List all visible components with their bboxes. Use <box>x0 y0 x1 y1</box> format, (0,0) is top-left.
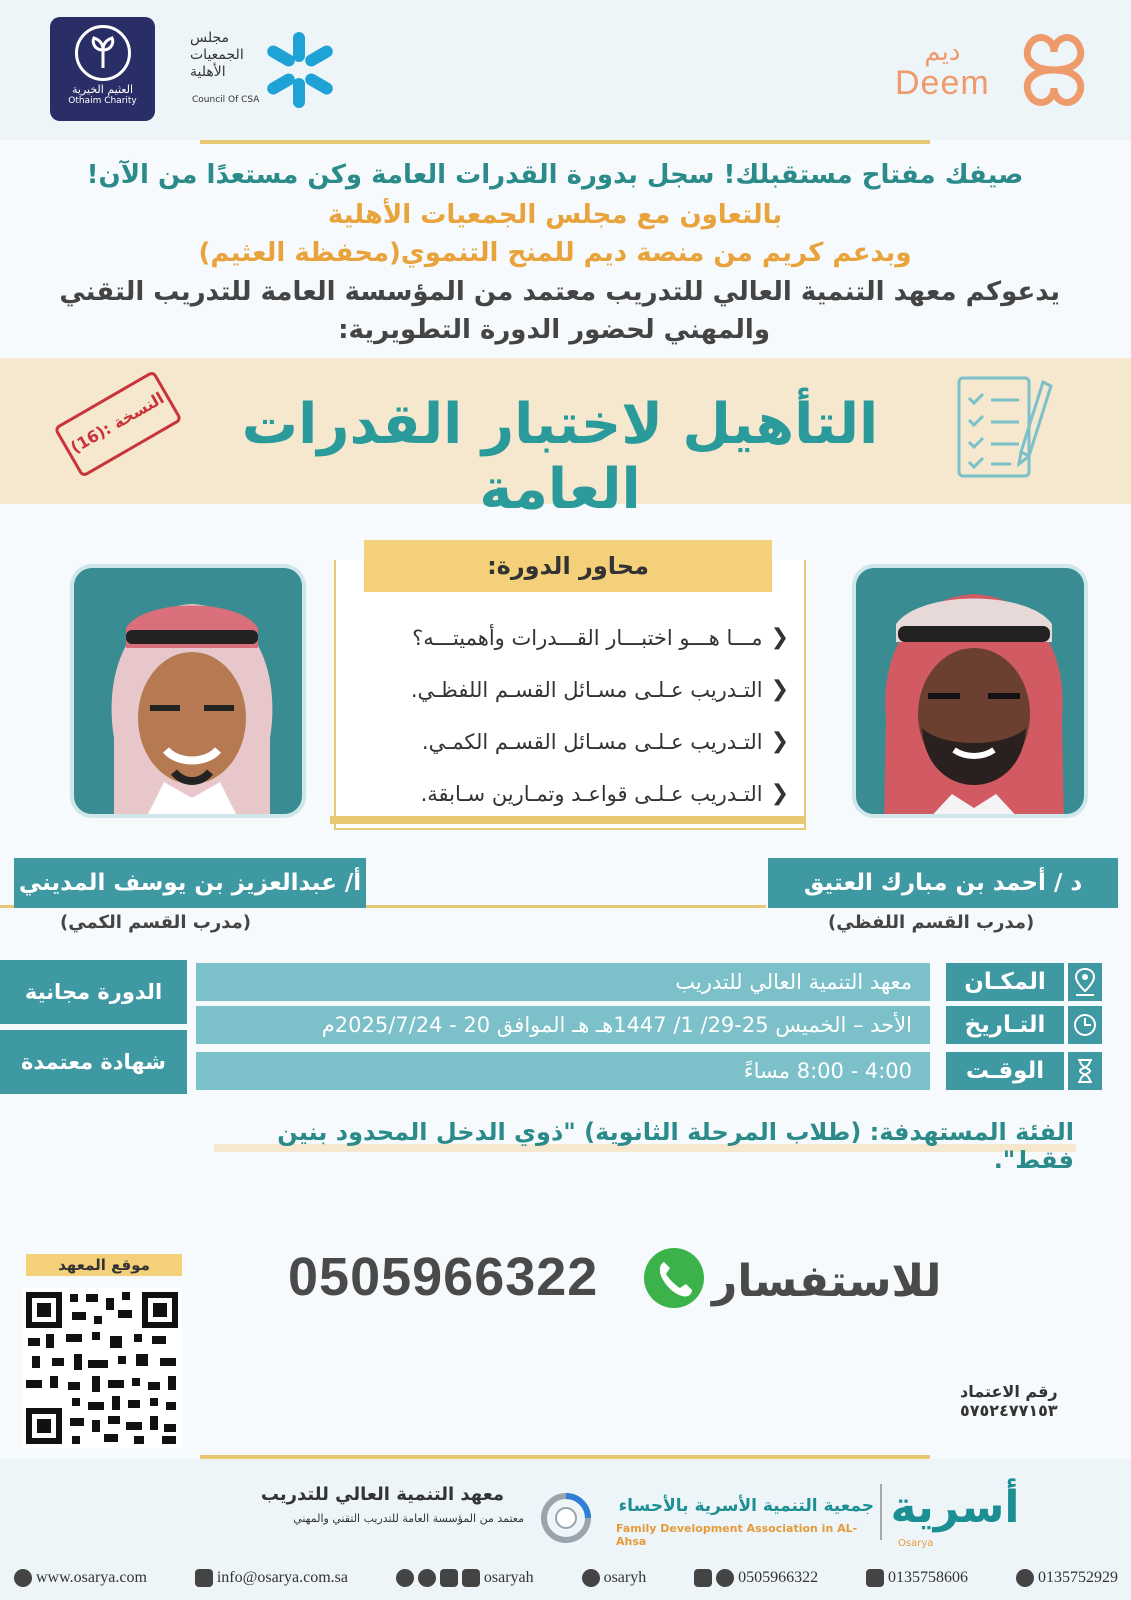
list-item <box>344 664 789 716</box>
edition-stamp: النسخة :(16) <box>53 370 182 478</box>
youtube-icon[interactable] <box>462 1569 480 1587</box>
header-divider <box>200 140 930 144</box>
email-text[interactable]: info@osarya.com.sa <box>216 1569 348 1586</box>
list-item <box>344 716 789 768</box>
accreditation-label: رقم الاعتماد <box>960 1382 1058 1401</box>
axis-text: التـدريب عـلـى مسـائل القسـم اللفظـي. <box>410 678 763 702</box>
date-value: الأحد – الخميس 25-29/ 1/ 1447هـ هـ الموافق 20 - 2025/7/24م <box>196 1006 930 1044</box>
osarya-logo: أسرية <box>890 1482 1020 1533</box>
phone-number[interactable]: 0135752929 <box>1037 1569 1118 1586</box>
chevron-left-icon: ❮ <box>770 781 789 806</box>
hourglass-icon <box>1066 1052 1102 1090</box>
facebook-icon[interactable] <box>396 1569 414 1587</box>
csa-line-1: مجلس <box>190 30 230 46</box>
free-course-tag: الدورة مجانية <box>0 960 187 1024</box>
qr-code-icon[interactable] <box>22 1288 182 1448</box>
instagram-icon[interactable] <box>440 1569 458 1587</box>
csa-name-en: Council Of CSA <box>192 95 260 105</box>
trainer-name-right: د / أحمد بن مبارك العتيق <box>768 858 1118 908</box>
trainer-name-left: أ/ عبدالعزيز بن يوسف المديني <box>14 858 366 908</box>
deem-knot-icon <box>1012 28 1096 112</box>
chevron-left-icon: ❮ <box>770 625 789 650</box>
mail-icon <box>195 1569 213 1587</box>
othaim-charity-logo <box>50 17 155 121</box>
course-axes-list <box>344 612 789 820</box>
name-underline <box>0 905 14 908</box>
fax-number[interactable]: 0135758606 <box>888 1569 969 1586</box>
csa-star-icon <box>262 30 338 110</box>
inquiry-phone-number[interactable]: 0505966322 <box>288 1247 599 1307</box>
deem-logo-text <box>895 38 990 100</box>
axes-base-line <box>330 816 806 824</box>
mobile-number[interactable]: 0505966322 <box>738 1569 819 1586</box>
phone-icon <box>1016 1569 1034 1587</box>
osarya-logo-en: Osarya <box>898 1538 934 1549</box>
globe-icon <box>14 1569 32 1587</box>
csa-line-3: الأهلية <box>190 64 226 80</box>
name-underline <box>366 905 766 908</box>
mobile-icon <box>694 1569 712 1587</box>
othaim-name-en: Othaim Charity <box>68 96 137 106</box>
trainer-photo-right <box>852 564 1088 818</box>
axis-text: مـــا هـــو اختبـــار القـــدرات وأهميتـــه؟ <box>412 626 763 650</box>
intro-line-4: يدعوكم معهد التنمية العالي للتدريب معتمد من المؤسسة العامة للتدريب التقني <box>59 277 1060 307</box>
contact-social[interactable] <box>396 1569 534 1587</box>
footer-contacts <box>14 1564 1118 1592</box>
contact-email[interactable] <box>195 1569 348 1587</box>
fda-name-en: Family Development Association in AL-Ahsa <box>616 1522 858 1548</box>
contact-fax[interactable] <box>866 1569 968 1587</box>
chevron-left-icon: ❮ <box>770 677 789 702</box>
fax-icon <box>866 1569 884 1587</box>
intro-line-1: صيفك مفتاح مستقبلك! سجل بدورة القدرات العامة وكن مستعدًا من الآن! <box>86 160 1024 190</box>
trainer-photo-left <box>70 564 306 818</box>
csa-name-ar <box>190 30 270 81</box>
snap-handle[interactable]: osaryh <box>603 1569 647 1586</box>
contact-website[interactable] <box>14 1569 147 1587</box>
social-handle[interactable]: osaryah <box>483 1569 534 1586</box>
target-audience: الفئة المستهدفة: (طلاب المرحلة الثانوية) "ذوي الدخل المحدود بنين فقط". <box>277 1118 1074 1174</box>
axis-text: التـدريب عـلـى مسـائل القسـم الكمـي. <box>421 730 763 754</box>
trainer-right-portrait-icon <box>856 568 1088 818</box>
trainer-role-left: (مدرب القسم الكمي) <box>60 912 251 933</box>
place-label: المكـان <box>946 963 1064 1001</box>
fda-name-ar: جمعية التنمية الأسرية بالأحساء <box>618 1496 874 1516</box>
inquiry-label: للاستفسار <box>712 1256 942 1307</box>
trainer-left-portrait-icon <box>74 568 306 818</box>
deem-name-ar: ديم <box>924 37 961 67</box>
snapchat-icon <box>582 1569 600 1587</box>
intro-line-2: بالتعاون مع مجلس الجمعيات الأهلية <box>327 200 783 230</box>
csa-line-2: الجمعيات <box>190 47 244 63</box>
certified-tag: شهادة معتمدة <box>0 1030 187 1094</box>
time-value: 4:00 - 8:00 مساءً <box>196 1052 930 1090</box>
institute-logo-icon <box>540 1492 592 1544</box>
x-icon[interactable] <box>418 1569 436 1587</box>
chevron-left-icon: ❮ <box>770 729 789 754</box>
place-value: معهد التنمية العالي للتدريب <box>196 963 930 1001</box>
contact-phone[interactable] <box>1016 1569 1118 1587</box>
accreditation-number: ٥٧٥٢٤٧٧١٥٣ <box>960 1401 1058 1420</box>
othaim-name-ar: العثيم الخيرية <box>71 83 134 96</box>
website-text[interactable]: www.osarya.com <box>36 1569 147 1586</box>
course-title: التأهيل لاختبار القدرات العامة <box>241 392 879 522</box>
date-label: التـاريخ <box>946 1006 1064 1044</box>
trainer-role-right: (مدرب القسم اللفظي) <box>828 912 1035 933</box>
contact-snapchat[interactable] <box>582 1569 647 1587</box>
clock-icon <box>1066 1006 1102 1044</box>
institute-accreditation: معتمد من المؤسسة العامة للتدريب التقني والمهني <box>293 1512 524 1525</box>
axis-text: التـدريب عـلـى قواعـد وتمـارين سـابقة. <box>420 782 763 806</box>
institute-name-ar: معهد التنمية العالي للتدريب <box>260 1484 504 1505</box>
checklist-icon <box>955 372 1055 482</box>
deem-name-en: Deem <box>895 64 990 102</box>
accreditation <box>960 1382 1058 1420</box>
footer-logo-divider <box>880 1484 882 1540</box>
list-item <box>344 768 789 820</box>
course-axes-heading: محاور الدورة: <box>364 540 772 592</box>
list-item <box>344 612 789 664</box>
phone-icon <box>644 1248 704 1308</box>
intro-line-3: وبدعم كريم من منصة ديم للمنح التنموي(محفظة العثيم) <box>198 238 912 268</box>
qr-label: موقع المعهد <box>26 1254 182 1276</box>
othaim-plant-icon <box>75 25 131 81</box>
intro-line-5: والمهني لحضور الدورة التطويرية: <box>338 315 770 345</box>
contact-mobile[interactable] <box>694 1569 818 1587</box>
time-label: الوقـت <box>946 1052 1064 1090</box>
location-pin-icon <box>1066 963 1102 1001</box>
whatsapp-icon <box>716 1569 734 1587</box>
